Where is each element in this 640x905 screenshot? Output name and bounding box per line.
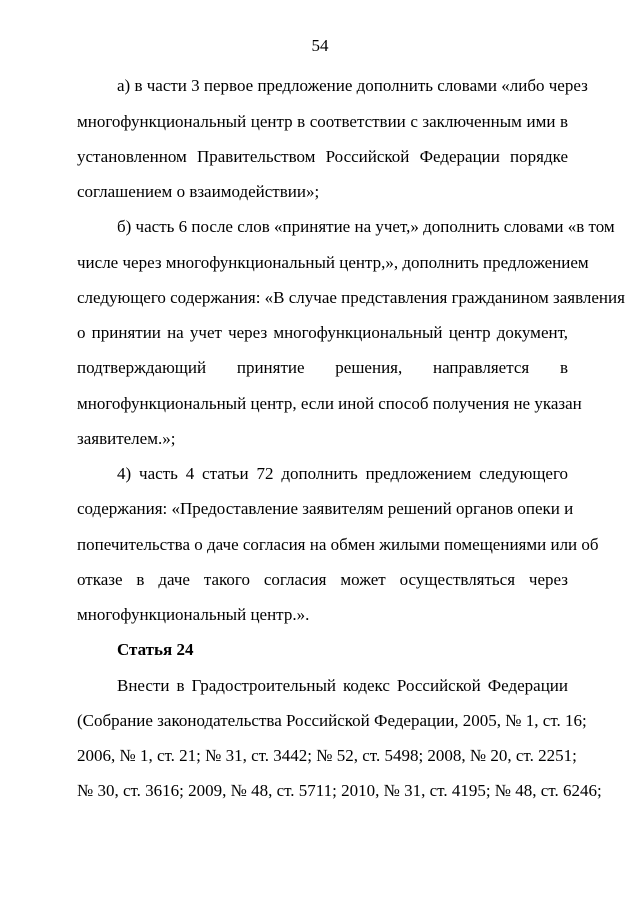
- paragraph-line: соглашением о взаимодействии»;: [77, 182, 320, 201]
- paragraph-line: многофункциональный центр в соответствии с заключенным ими в: [77, 112, 568, 131]
- paragraph-line: (Собрание законодательства Российской Федерации, 2005, № 1, ст. 16;: [77, 711, 587, 730]
- paragraph-line: о принятии на учет через многофункциональный центр документ,: [77, 323, 568, 342]
- paragraph-line: 2006, № 1, ст. 21; № 31, ст. 3442; № 52, ст. 5498; 2008, № 20, ст. 2251;: [77, 746, 577, 765]
- paragraph-line: установленном Правительством Российской Федерации порядке: [77, 147, 568, 166]
- paragraph-line: попечительства о даче согласия на обмен жилыми помещениями или об: [77, 535, 599, 554]
- paragraph-line: следующего содержания: «В случае представления гражданином заявления: [77, 288, 625, 307]
- paragraph-line: № 30, ст. 3616; 2009, № 48, ст. 5711; 2010, № 31, ст. 4195; № 48, ст. 6246;: [77, 781, 602, 800]
- paragraph-line: заявителем.»;: [77, 429, 176, 448]
- article-heading: Статья 24: [117, 640, 194, 659]
- paragraph-line: многофункциональный центр.».: [77, 605, 310, 624]
- paragraph-line: подтверждающий принятие решения, направляется в: [77, 358, 568, 377]
- paragraph-line: Внести в Градостроительный кодекс Российской Федерации: [117, 676, 568, 695]
- paragraph-line: б) часть 6 после слов «принятие на учет,» дополнить словами «в том: [117, 217, 615, 236]
- paragraph-line: числе через многофункциональный центр,», дополнить предложением: [77, 253, 589, 272]
- paragraph-line: а) в части 3 первое предложение дополнить словами «либо через: [117, 76, 588, 95]
- page-number: 54: [311, 36, 329, 55]
- paragraph-line: отказе в даче такого согласия может осуществляться через: [77, 570, 568, 589]
- paragraph-line: многофункциональный центр, если иной способ получения не указан: [77, 394, 582, 413]
- paragraph-line: 4) часть 4 статьи 72 дополнить предложением следующего: [117, 464, 568, 483]
- paragraph-line: содержания: «Предоставление заявителям решений органов опеки и: [77, 499, 574, 518]
